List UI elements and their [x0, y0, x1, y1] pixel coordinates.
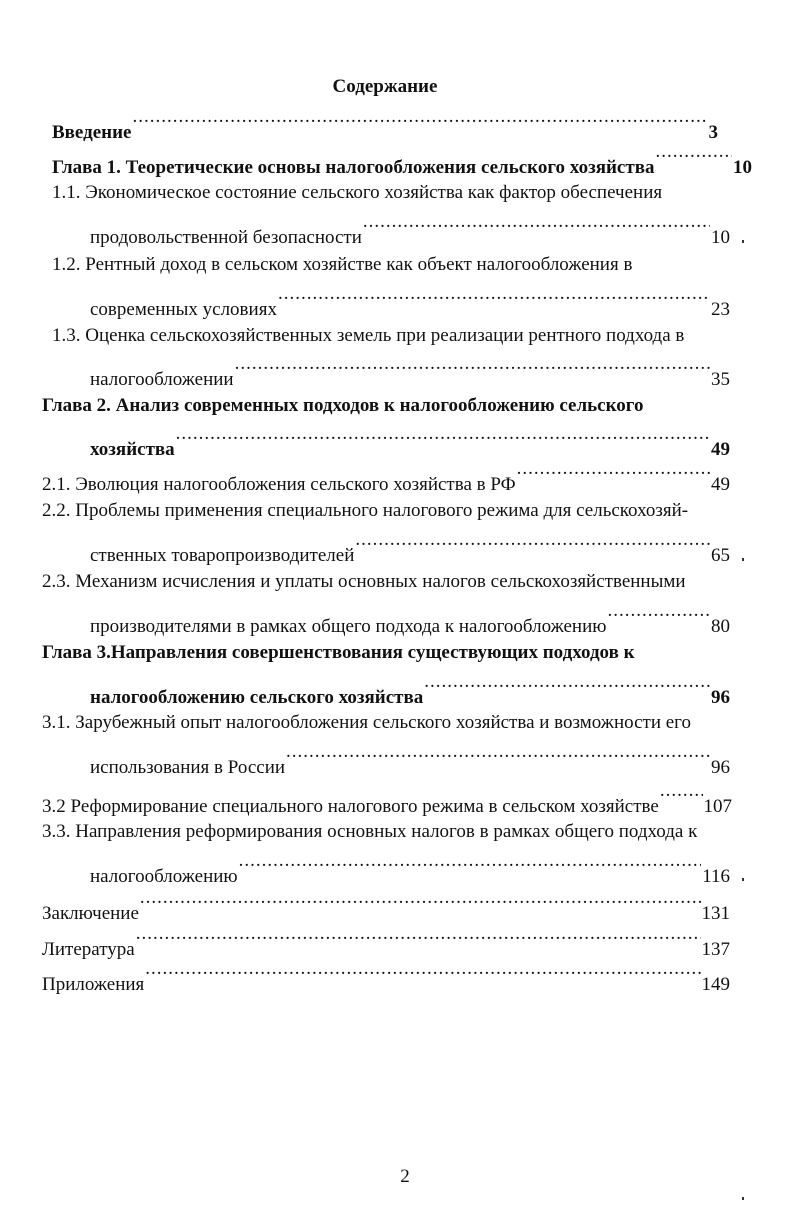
toc-page-number: 49: [711, 474, 730, 495]
toc-entry-2-2-line2: [90, 531, 730, 566]
toc-leader-dots: [140, 889, 701, 919]
toc-page-number: 23: [711, 299, 730, 320]
scan-speck: [742, 558, 744, 561]
toc-entry-references: [42, 925, 730, 960]
toc-page-number: 149: [701, 974, 730, 995]
toc-entry-2-3-line2: [90, 602, 730, 637]
toc-page-number: 80: [711, 616, 730, 637]
toc-entry-2-1: [42, 460, 730, 495]
toc-entry-text: производителями в рамках общего подхода к налогообложению: [90, 616, 607, 637]
toc-page-number: 96: [711, 687, 730, 708]
toc-entry-text: Заключение: [42, 903, 139, 924]
toc-entry-1-2-line1: 1.2. Рентный доход в сельском хозяйстве как объект налогообложения в: [52, 254, 633, 275]
toc-entry-text: налогообложению: [90, 866, 238, 887]
toc-leader-dots: [278, 285, 710, 315]
toc-entry-text: использования в России: [90, 757, 286, 778]
toc-entry-text: хозяйства: [90, 439, 175, 460]
toc-entry-text: современных условиях: [90, 299, 277, 320]
toc-entry-2-3-line1: 2.3. Механизм исчисления и уплаты основных налогов сельскохозяйственными: [42, 571, 686, 592]
toc-entry-text: налогообложении: [90, 369, 234, 390]
toc-entry-chapter-3-line1: Глава 3.Направления совершенствования существующих подходов к: [42, 642, 635, 663]
toc-entry-3-3-line2: [90, 852, 730, 887]
toc-entry-text: налогообложению сельского хозяйства: [90, 687, 424, 708]
toc-leader-dots: [145, 960, 700, 990]
toc-entry-2-2-line1: 2.2. Проблемы применения специального налогового режима для сельскохозяй-: [42, 500, 689, 521]
page-number: 2: [400, 1166, 410, 1187]
toc-entry-1-3-line1: 1.3. Оценка сельскохозяйственных земель при реализации рентного подхода в: [52, 325, 685, 346]
toc-leader-dots: [235, 355, 710, 385]
toc-entry-text: Введение: [52, 122, 132, 143]
toc-leader-dots: [355, 531, 710, 561]
toc-leader-dots: [239, 852, 702, 882]
toc-entry-3-1-line1: 3.1. Зарубежный опыт налогообложения сельского хозяйства и возможности его: [42, 712, 691, 733]
toc-entry-text: Литература: [42, 939, 135, 960]
toc-entry-3-3-line1: 3.3. Направления реформирования основных налогов в рамках общего подхода к: [42, 821, 698, 842]
toc-entry-chapter-2-line2: [90, 425, 730, 460]
toc-page-number: 49: [711, 439, 730, 460]
toc-entry-appendices: [42, 960, 730, 995]
toc-page-number: 35: [711, 369, 730, 390]
toc-page-number: 10: [711, 227, 730, 248]
toc-leader-dots: [607, 602, 710, 632]
scan-speck: [742, 878, 744, 881]
toc-entry-3-1-line2: [90, 743, 730, 778]
toc-entry-chapter-1: [52, 143, 752, 178]
toc-entry-text: Глава 1. Теоретические основы налогообложения сельского хозяйства: [52, 157, 655, 178]
scan-speck: [742, 1197, 744, 1200]
toc-leader-dots: [655, 143, 732, 173]
toc-entry-text: 3.2 Реформирование специального налогового режима в сельском хозяйстве: [42, 796, 659, 817]
toc-page-number: 10: [733, 157, 752, 178]
toc-page-number: 137: [701, 939, 730, 960]
toc-entry-1-2-line2: [90, 285, 730, 320]
toc-leader-dots: [133, 108, 708, 138]
toc-entry-text: Приложения: [42, 974, 145, 995]
toc-entry-text: продовольственной безопасности: [90, 227, 362, 248]
toc-entry-chapter-3-line2: [90, 673, 730, 708]
toc-entry-conclusion: [42, 889, 730, 924]
toc-entry-introduction: [52, 108, 718, 143]
toc-leader-dots: [286, 743, 710, 773]
toc-page-number: 65: [711, 545, 730, 566]
toc-leader-dots: [136, 925, 701, 955]
toc-leader-dots: [363, 213, 710, 243]
toc-title: Содержание: [332, 76, 438, 97]
toc-leader-dots: [660, 782, 703, 812]
toc-entry-1-1-line1: 1.1. Экономическое состояние сельского хозяйства как фактор обеспечения: [52, 182, 663, 203]
scan-speck: [742, 240, 744, 243]
toc-leader-dots: [517, 460, 710, 490]
toc-entry-chapter-2-line1: Глава 2. Анализ современных подходов к налогообложению сельского: [42, 395, 644, 416]
toc-entry-1-3-line2: [90, 355, 730, 390]
toc-entry-3-2: [42, 782, 732, 817]
toc-page-number: 116: [702, 866, 730, 887]
toc-page-number: 3: [708, 122, 718, 143]
toc-page-number: 107: [703, 796, 732, 817]
toc-leader-dots: [424, 673, 710, 703]
toc-leader-dots: [176, 425, 710, 455]
toc-entry-1-1-line2: [90, 213, 730, 248]
toc-page-number: 96: [711, 757, 730, 778]
toc-page-number: 131: [701, 903, 730, 924]
toc-entry-text: 2.1. Эволюция налогообложения сельского хозяйства в РФ: [42, 474, 516, 495]
toc-entry-text: ственных товаропроизводителей: [90, 545, 355, 566]
